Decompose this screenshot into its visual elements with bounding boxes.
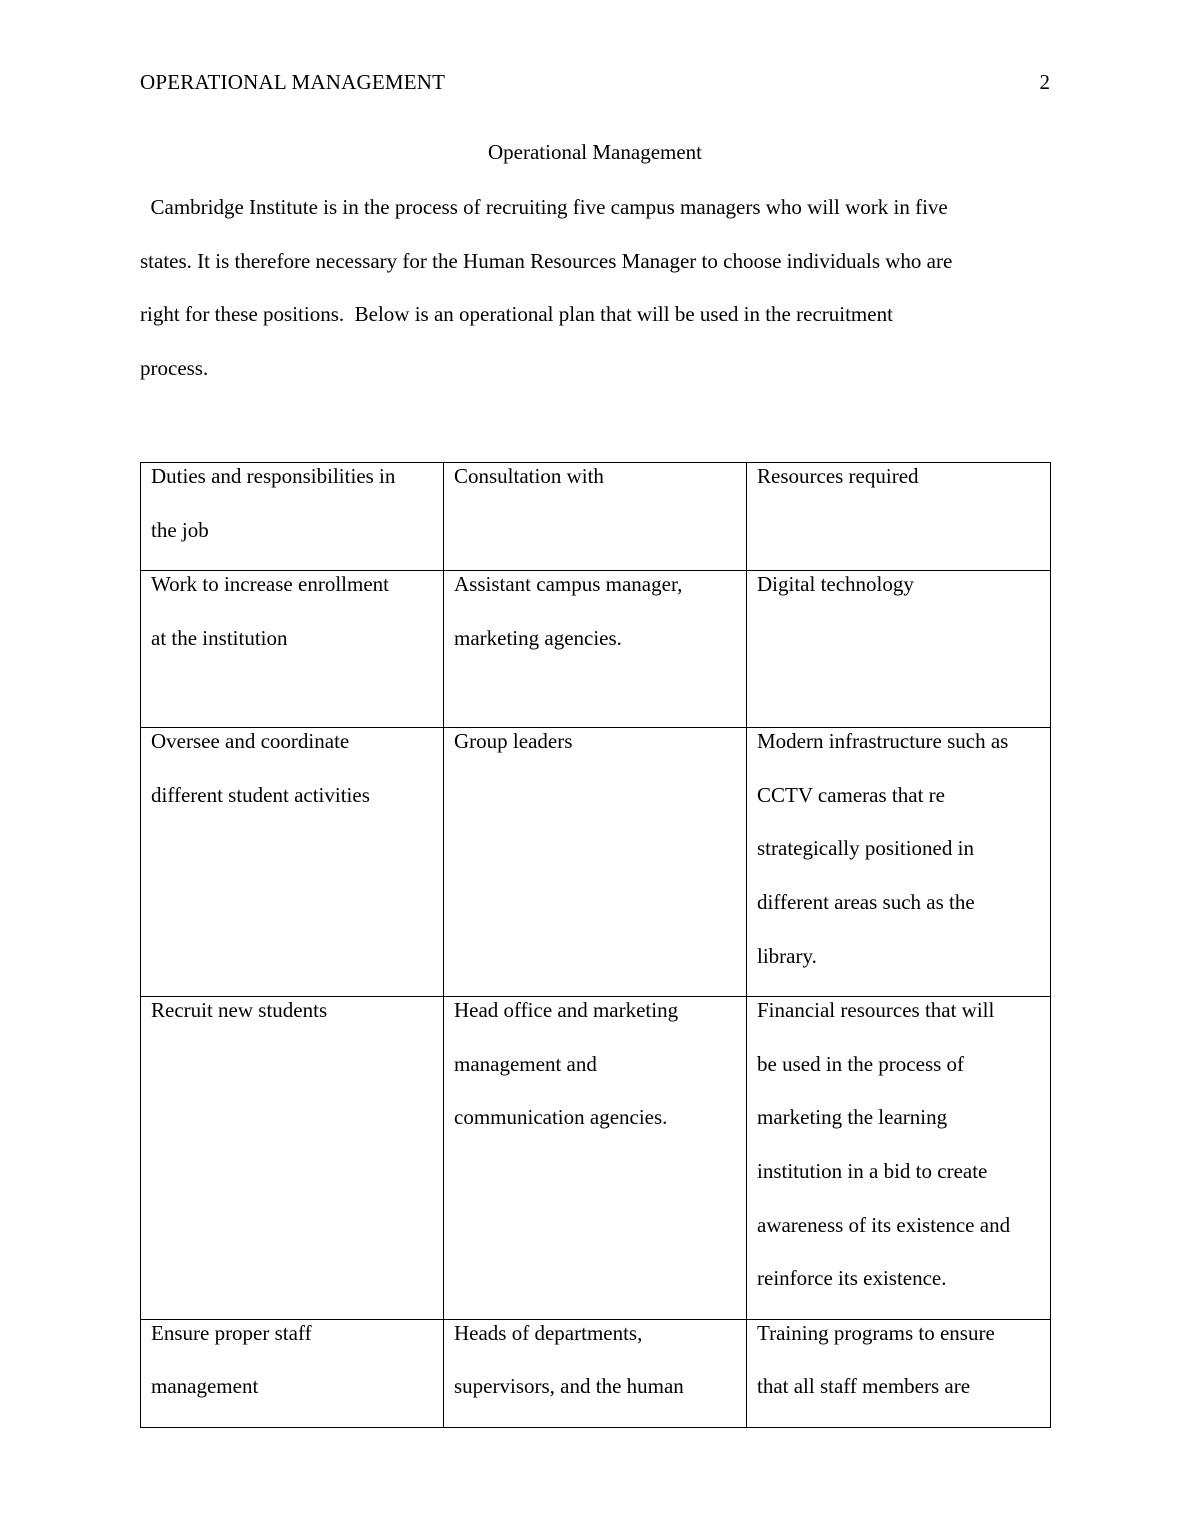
header-cell-resources [747,463,1051,571]
cell-line: CCTV cameras that re [757,782,945,807]
cell-line: Financial resources that will [757,998,995,1023]
cell-line: marketing agencies. [454,625,622,650]
cell-line: institution in a bid to create [757,1158,988,1183]
cell-line: Modern infrastructure such as [757,729,1009,754]
cell-line: Ensure proper staff [151,1320,312,1345]
cell-line: Oversee and coordinate [151,729,350,754]
cell-line: management and [454,1051,597,1076]
cell-line: library. [757,943,817,968]
table-cell [141,1319,444,1427]
cell-line: that all staff members are [757,1374,971,1399]
page-number: 2 [1039,70,1050,94]
header-cell-consultation [444,463,747,571]
cell-line: reinforce its existence. [757,1266,947,1291]
cell-line: different areas such as the [757,889,975,914]
operational-plan-table [140,462,1051,1428]
table-header-row [141,463,1051,571]
table-cell [141,571,444,728]
cell-line: Assistant campus manager, [454,572,683,597]
cell-line: management [151,1374,259,1399]
cell-line: Group leaders [454,729,573,754]
cell-line: marketing the learning [757,1105,948,1130]
cell-line: strategically positioned in [757,836,974,861]
running-head: OPERATIONAL MANAGEMENT [140,70,446,94]
table-cell [444,571,747,728]
table-cell [747,728,1051,997]
intro-line: Cambridge Institute is in the process of recruiting five campus managers who will work in five [140,195,948,219]
table-cell [444,997,747,1320]
table-row [141,728,1051,997]
cell-line: Resources required [757,464,919,488]
table-cell [444,728,747,997]
cell-line: Training programs to ensure [757,1320,995,1345]
table-cell [747,997,1051,1320]
table-cell [444,1319,747,1427]
page-title: Operational Management [488,140,702,164]
cell-line: be used in the process of [757,1051,965,1076]
cell-line: Duties and responsibilities in [151,464,396,488]
cell-line: awareness of its existence and [757,1212,1011,1237]
cell-line: communication agencies. [454,1105,668,1130]
table-row [141,1319,1051,1427]
cell-line: supervisors, and the human [454,1374,684,1399]
intro-line: process. [140,355,209,380]
table-cell [141,728,444,997]
cell-line: different student activities [151,782,370,807]
intro-paragraph [140,181,1052,395]
cell-line: Work to increase enrollment [151,572,389,597]
cell-line: Heads of departments, [454,1320,643,1345]
intro-line: right for these positions. Below is an operational plan that will be used in the recruitment [140,302,893,327]
cell-line: Consultation with [454,464,604,488]
table-cell [747,1319,1051,1427]
cell-line: Digital technology [757,572,914,597]
cell-line: Recruit new students [151,998,328,1023]
table-cell [747,571,1051,728]
table-row [141,571,1051,728]
cell-line: the job [151,517,209,542]
cell-line: Head office and marketing [454,998,679,1023]
cell-line: at the institution [151,625,288,650]
table-row [141,997,1051,1320]
intro-line: states. It is therefore necessary for the Human Resources Manager to choose individuals who are [140,248,953,273]
header-cell-duties [141,463,444,571]
table-cell [141,997,444,1320]
